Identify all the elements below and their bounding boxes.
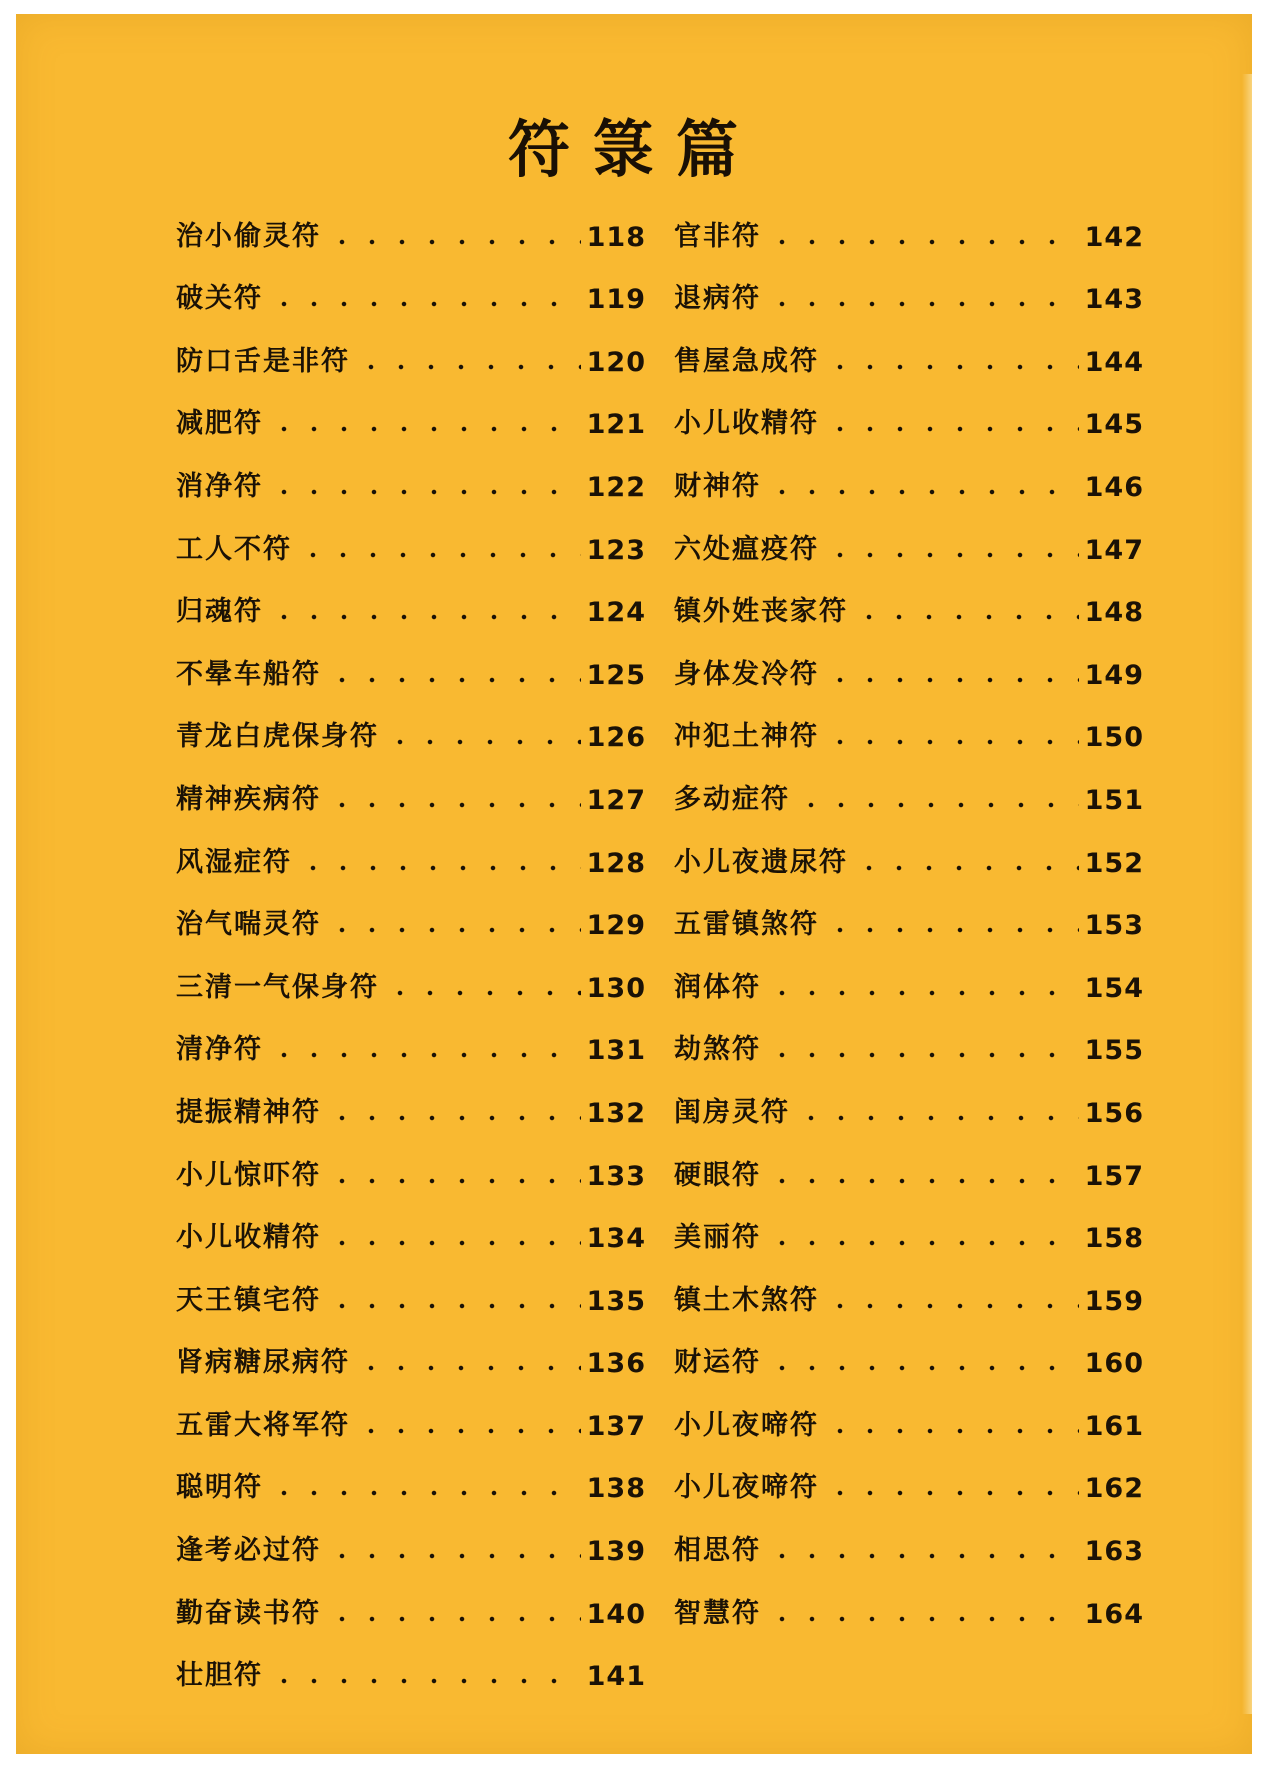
- toc-entry: [176, 691, 646, 754]
- toc-entry-page-number: 143: [1084, 284, 1144, 316]
- toc-entry-page-number: 162: [1084, 1473, 1144, 1505]
- toc-entry-title: 小儿夜啼符: [674, 1409, 819, 1441]
- toc-entry-page-number: 142: [1084, 221, 1144, 253]
- toc-entry-page-number: 148: [1084, 597, 1144, 629]
- dot-leader: [767, 1553, 1079, 1559]
- dot-leader: [356, 364, 581, 370]
- dot-leader: [825, 739, 1079, 745]
- dot-leader: [356, 1365, 581, 1371]
- toc-entry-page-number: 152: [1084, 847, 1144, 879]
- dot-leader: [269, 301, 581, 307]
- toc-entry: [674, 1442, 1144, 1505]
- dot-leader: [385, 739, 581, 745]
- dot-leader: [767, 990, 1079, 996]
- dot-leader: [298, 552, 581, 558]
- toc-entry-title: 三清一气保身符: [176, 971, 379, 1003]
- dot-leader: [825, 1303, 1079, 1309]
- toc-entry-page-number: 151: [1084, 784, 1144, 816]
- dot-leader: [327, 677, 581, 683]
- toc-entry: [176, 1004, 646, 1067]
- toc-entry-page-number: 141: [586, 1661, 646, 1693]
- toc-entry-title: 风湿症符: [176, 846, 292, 878]
- toc-entry-title: 镇土木煞符: [674, 1284, 819, 1316]
- dot-leader: [269, 1490, 581, 1496]
- dot-leader: [767, 1052, 1079, 1058]
- toc-entry: [674, 1379, 1144, 1442]
- toc-entry: [176, 1254, 646, 1317]
- dot-leader: [767, 489, 1079, 495]
- dot-leader: [327, 802, 581, 808]
- toc-entry-title: 不晕车船符: [176, 658, 321, 690]
- toc-entry-title: 逢考必过符: [176, 1535, 321, 1567]
- dot-leader: [327, 1115, 581, 1121]
- toc-entry-page-number: 134: [586, 1223, 646, 1255]
- toc-entry: [176, 378, 646, 441]
- dot-leader: [327, 1553, 581, 1559]
- toc-entry-title: 闺房灵符: [674, 1096, 790, 1128]
- toc-entry: [176, 566, 646, 629]
- toc-entry-title: 肾病糖尿病符: [176, 1347, 350, 1379]
- toc-entry-title: 五雷大将军符: [176, 1409, 350, 1441]
- toc-entry-page-number: 153: [1084, 910, 1144, 942]
- toc-entry-title: 硬眼符: [674, 1159, 761, 1191]
- toc-entry-page-number: 161: [1084, 1410, 1144, 1442]
- toc-entry-page-number: 145: [1084, 409, 1144, 441]
- toc-entry: [674, 378, 1144, 441]
- toc-entry-page-number: 118: [586, 221, 646, 253]
- toc-entry-title: 小儿夜遗尿符: [674, 846, 848, 878]
- toc-entry: [176, 1192, 646, 1255]
- dot-leader: [327, 927, 581, 933]
- toc-entry-page-number: 149: [1084, 659, 1144, 691]
- page-spine-shadow: [1242, 74, 1252, 1714]
- toc-entry-title: 润体符: [674, 971, 761, 1003]
- dot-leader: [796, 802, 1079, 808]
- dot-leader: [767, 1365, 1079, 1371]
- toc-entry-title: 治小偷灵符: [176, 220, 321, 252]
- toc-entry-title: 减肥符: [176, 408, 263, 440]
- dot-leader: [269, 489, 581, 495]
- dot-leader: [356, 1428, 581, 1434]
- toc-entry-page-number: 122: [586, 471, 646, 503]
- toc-entry-title: 勤奋读书符: [176, 1597, 321, 1629]
- dot-leader: [327, 239, 581, 245]
- toc-entry-title: 壮胆符: [176, 1660, 263, 1692]
- toc-entry: [176, 941, 646, 1004]
- toc-entry-title: 清净符: [176, 1034, 263, 1066]
- toc-entry-page-number: 120: [586, 346, 646, 378]
- toc-entry-title: 小儿夜啼符: [674, 1472, 819, 1504]
- toc-entry-page-number: 131: [586, 1035, 646, 1067]
- toc-entry-title: 智慧符: [674, 1597, 761, 1629]
- toc-entry: [176, 1567, 646, 1630]
- toc-entry-title: 官非符: [674, 220, 761, 252]
- toc-entry: [176, 1442, 646, 1505]
- toc-entry-page-number: 163: [1084, 1536, 1144, 1568]
- toc-entry: [176, 1317, 646, 1380]
- toc-left-column: [176, 190, 646, 1692]
- toc-entry-title: 治气喘灵符: [176, 909, 321, 941]
- toc-entry-page-number: 147: [1084, 534, 1144, 566]
- toc-entry-title: 归魂符: [176, 596, 263, 628]
- toc-entry-title: 工人不符: [176, 533, 292, 565]
- toc-entry-title: 聪明符: [176, 1472, 263, 1504]
- dot-leader: [269, 426, 581, 432]
- toc-entry-page-number: 164: [1084, 1598, 1144, 1630]
- page-title: 符箓篇: [507, 113, 760, 186]
- toc-entry: [674, 1504, 1144, 1567]
- toc-entry: [176, 1504, 646, 1567]
- toc-entry-title: 小儿收精符: [176, 1222, 321, 1254]
- toc-entry-title: 破关符: [176, 283, 263, 315]
- toc-entry-title: 防口舌是非符: [176, 345, 350, 377]
- book-page: [16, 14, 1252, 1754]
- dot-leader: [825, 552, 1079, 558]
- dot-leader: [298, 865, 581, 871]
- toc-entry-page-number: 121: [586, 409, 646, 441]
- toc-entry: [176, 503, 646, 566]
- toc-entry-title: 小儿惊吓符: [176, 1159, 321, 1191]
- toc-entry-page-number: 135: [586, 1285, 646, 1317]
- toc-entry-page-number: 154: [1084, 972, 1144, 1004]
- toc-entry-page-number: 133: [586, 1160, 646, 1192]
- dot-leader: [767, 1178, 1079, 1184]
- toc-entry: [674, 753, 1144, 816]
- toc-entry-page-number: 159: [1084, 1285, 1144, 1317]
- dot-leader: [327, 1616, 581, 1622]
- toc-entry-page-number: 137: [586, 1410, 646, 1442]
- toc-entry-page-number: 150: [1084, 722, 1144, 754]
- dot-leader: [327, 1240, 581, 1246]
- toc-entry-title: 相思符: [674, 1535, 761, 1567]
- dot-leader: [385, 990, 581, 996]
- toc-entry-page-number: 144: [1084, 346, 1144, 378]
- toc-entry: [674, 879, 1144, 942]
- toc-entry-page-number: 124: [586, 597, 646, 629]
- toc-entry: [674, 941, 1144, 1004]
- toc-entry-page-number: 128: [586, 847, 646, 879]
- toc-entry: [674, 816, 1144, 879]
- dot-leader: [269, 614, 581, 620]
- toc-entry-page-number: 130: [586, 972, 646, 1004]
- dot-leader: [825, 426, 1079, 432]
- toc-right-column: [674, 190, 1144, 1630]
- toc-entry-title: 六处瘟疫符: [674, 533, 819, 565]
- toc-entry-page-number: 158: [1084, 1223, 1144, 1255]
- toc-entry-page-number: 136: [586, 1348, 646, 1380]
- dot-leader: [825, 1490, 1079, 1496]
- toc-entry-page-number: 160: [1084, 1348, 1144, 1380]
- dot-leader: [767, 301, 1079, 307]
- toc-entry-title: 小儿收精符: [674, 408, 819, 440]
- toc-entry: [176, 190, 646, 253]
- toc-entry: [176, 1129, 646, 1192]
- toc-entry-page-number: 129: [586, 910, 646, 942]
- dot-leader: [269, 1678, 581, 1684]
- toc-entry: [674, 1317, 1144, 1380]
- toc-entry-page-number: 138: [586, 1473, 646, 1505]
- toc-entry-title: 精神疾病符: [176, 783, 321, 815]
- toc-entry-title: 提振精神符: [176, 1096, 321, 1128]
- toc-entry-title: 多动症符: [674, 783, 790, 815]
- dot-leader: [767, 1616, 1079, 1622]
- toc-entry: [674, 1567, 1144, 1630]
- toc-entry: [674, 1004, 1144, 1067]
- toc-entry: [176, 1066, 646, 1129]
- dot-leader: [796, 1115, 1079, 1121]
- toc-entry: [674, 253, 1144, 316]
- toc-entry: [176, 628, 646, 691]
- toc-entry-title: 身体发冷符: [674, 658, 819, 690]
- toc-entry: [176, 1630, 646, 1693]
- toc-entry: [176, 1379, 646, 1442]
- toc-entry: [674, 190, 1144, 253]
- toc-entry-title: 财运符: [674, 1347, 761, 1379]
- dot-leader: [327, 1303, 581, 1309]
- toc-entry: [176, 753, 646, 816]
- toc-entry-title: 售屋急成符: [674, 345, 819, 377]
- toc-entry: [176, 816, 646, 879]
- toc-entry-title: 镇外姓丧家符: [674, 596, 848, 628]
- toc-entry-page-number: 139: [586, 1536, 646, 1568]
- toc-entry: [674, 503, 1144, 566]
- toc-entry: [674, 1129, 1144, 1192]
- toc-entry: [674, 440, 1144, 503]
- toc-entry-title: 青龙白虎保身符: [176, 721, 379, 753]
- toc-entry-title: 消净符: [176, 470, 263, 502]
- toc-entry: [674, 1254, 1144, 1317]
- toc-entry: [674, 1066, 1144, 1129]
- dot-leader: [854, 614, 1079, 620]
- dot-leader: [825, 927, 1079, 933]
- toc-entry: [674, 628, 1144, 691]
- dot-leader: [825, 1428, 1079, 1434]
- toc-entry-page-number: 155: [1084, 1035, 1144, 1067]
- toc-entry: [176, 879, 646, 942]
- toc-entry: [674, 1192, 1144, 1255]
- toc-entry: [674, 566, 1144, 629]
- dot-leader: [825, 364, 1079, 370]
- toc-entry-page-number: 127: [586, 784, 646, 816]
- dot-leader: [327, 1178, 581, 1184]
- toc-entry-title: 冲犯土神符: [674, 721, 819, 753]
- dot-leader: [767, 239, 1079, 245]
- toc-entry-page-number: 156: [1084, 1097, 1144, 1129]
- toc-entry-title: 五雷镇煞符: [674, 909, 819, 941]
- toc-entry-title: 劫煞符: [674, 1034, 761, 1066]
- toc-entry-title: 财神符: [674, 470, 761, 502]
- toc-entry-page-number: 157: [1084, 1160, 1144, 1192]
- toc-entry-title: 美丽符: [674, 1222, 761, 1254]
- toc-entry-title: 天王镇宅符: [176, 1284, 321, 1316]
- toc-entry: [176, 253, 646, 316]
- toc-entry: [176, 440, 646, 503]
- toc-entry-page-number: 132: [586, 1097, 646, 1129]
- toc-entry: [674, 315, 1144, 378]
- dot-leader: [767, 1240, 1079, 1246]
- dot-leader: [854, 865, 1079, 871]
- toc-entry: [176, 315, 646, 378]
- toc-entry-page-number: 125: [586, 659, 646, 691]
- toc-entry-page-number: 119: [586, 284, 646, 316]
- toc-entry-page-number: 146: [1084, 471, 1144, 503]
- toc-entry: [674, 691, 1144, 754]
- toc-entry-page-number: 123: [586, 534, 646, 566]
- dot-leader: [825, 677, 1079, 683]
- dot-leader: [269, 1052, 581, 1058]
- toc-entry-page-number: 140: [586, 1598, 646, 1630]
- toc-entry-page-number: 126: [586, 722, 646, 754]
- toc-entry-title: 退病符: [674, 283, 761, 315]
